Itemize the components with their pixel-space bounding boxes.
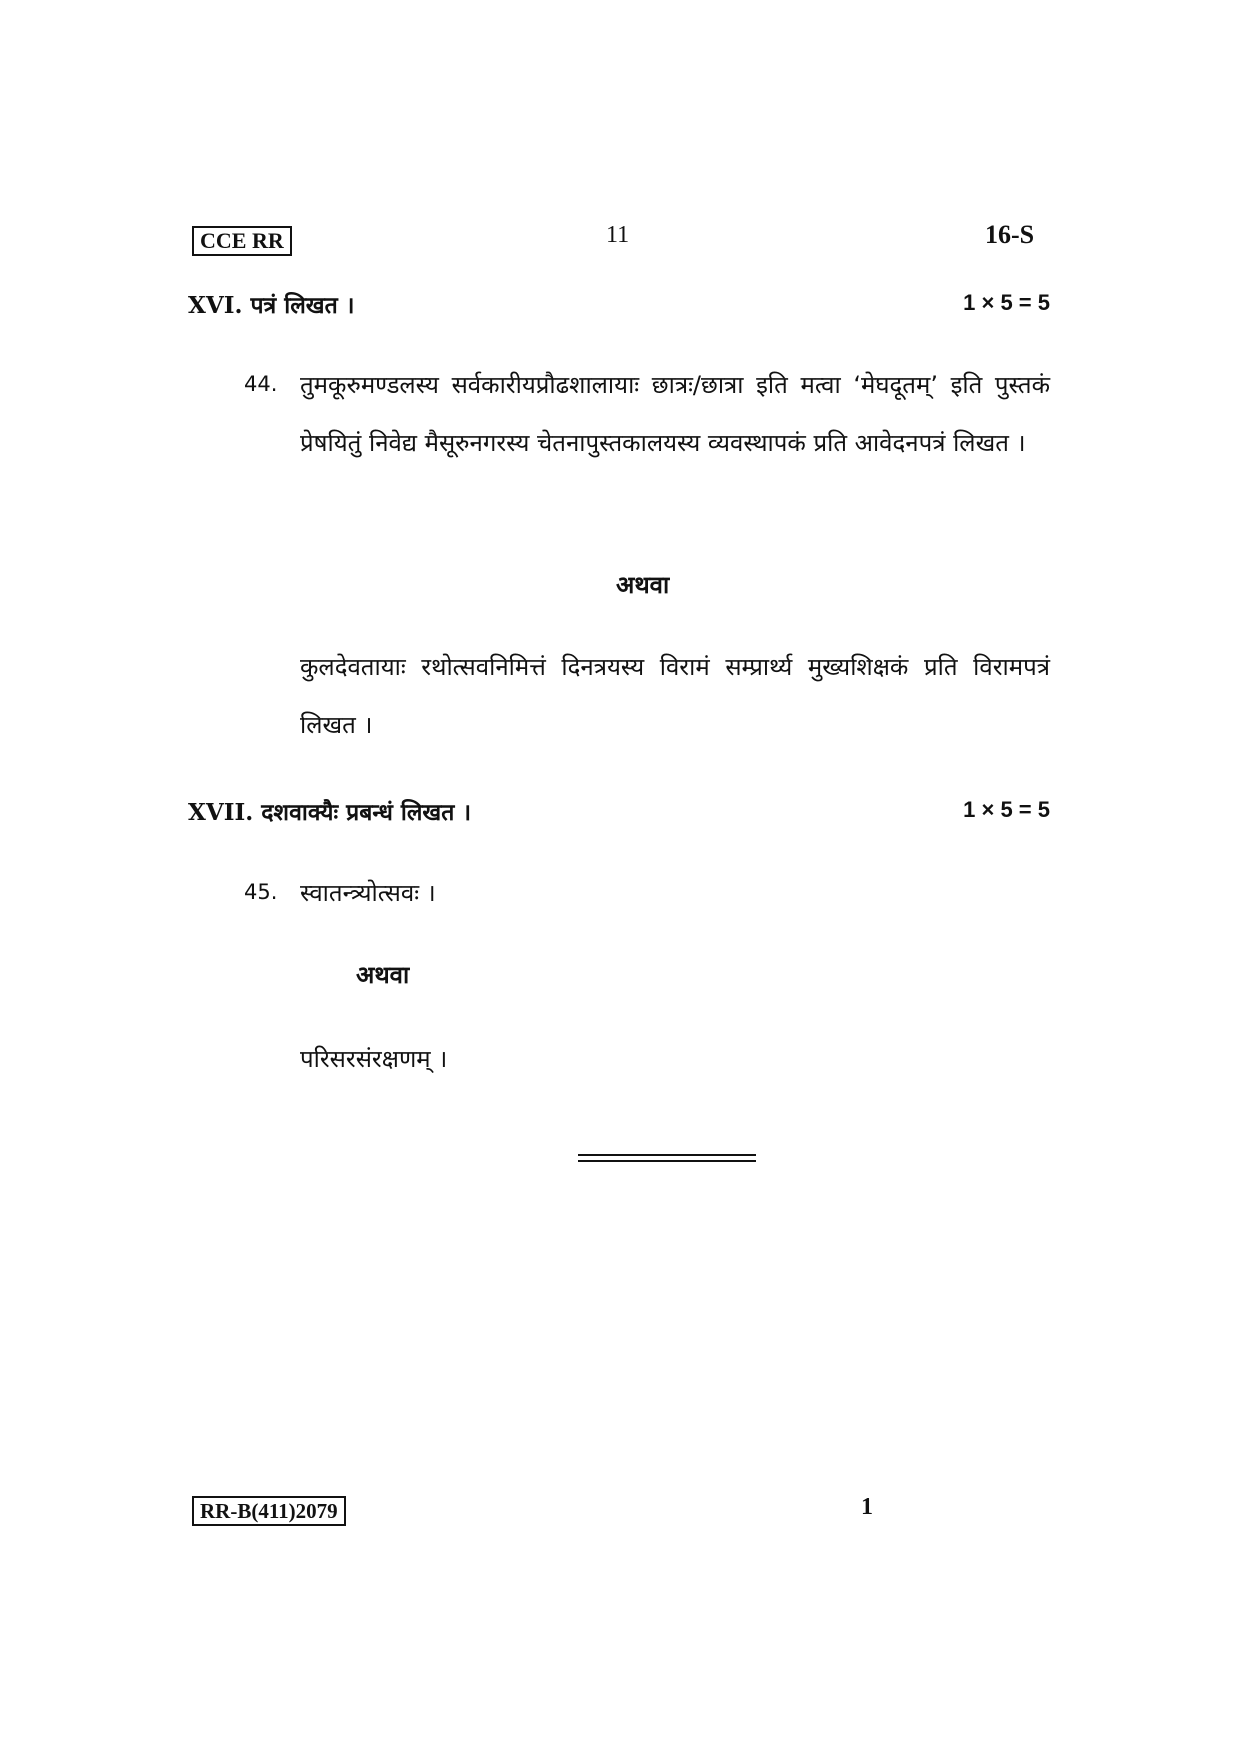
- question-44-text: तुमकूरुमण्डलस्य सर्वकारीयप्रौढशालायाः छात्रः/छात्रा इति मत्वा ‘मेघदूतम्’ इति पुस्तकं प्रेषयितुं निवेद्य मैसूरुनगरस्य चेतनापुस्तकालयस्य व्यवस्थापकं प्रति आवेदनपत्रं लिखत ।: [300, 371, 1050, 457]
- header-page-number: 11: [606, 222, 630, 248]
- question-44-number: 44.: [244, 372, 278, 396]
- section-16-marks: 1 × 5 = 5: [963, 290, 1050, 315]
- section-17-marks: 1 × 5 = 5: [963, 797, 1050, 822]
- header-left-label: CCE RR: [192, 226, 292, 256]
- section-17-title: XVII. दशवाक्यैः प्रबन्धं लिखत ।: [188, 799, 472, 826]
- question-45-number: 45.: [244, 880, 278, 904]
- header-paper-code: 16-S: [985, 220, 1035, 249]
- footer-code: RR-B(411)2079: [192, 1496, 346, 1526]
- question-45-text: स्वातन्त्र्योत्सवः ।: [300, 879, 436, 907]
- section-16-alternative-text: कुलदेवतायाः रथोत्सवनिमित्तं दिनत्रयस्य विरामं सम्प्रार्थ्य मुख्यशिक्षकं प्रति विरामपत्रं लिखत ।: [300, 653, 1050, 739]
- section-16-title: XVI. पत्रं लिखत ।: [188, 292, 355, 319]
- end-double-rule: [578, 1154, 756, 1162]
- section-16-or-label: अथवा: [616, 571, 670, 599]
- section-17-or-label: अथवा: [356, 961, 410, 989]
- footer-page-number: 1: [861, 1494, 873, 1520]
- section-17-alternative-text: परिसरसंरक्षणम् ।: [300, 1045, 448, 1073]
